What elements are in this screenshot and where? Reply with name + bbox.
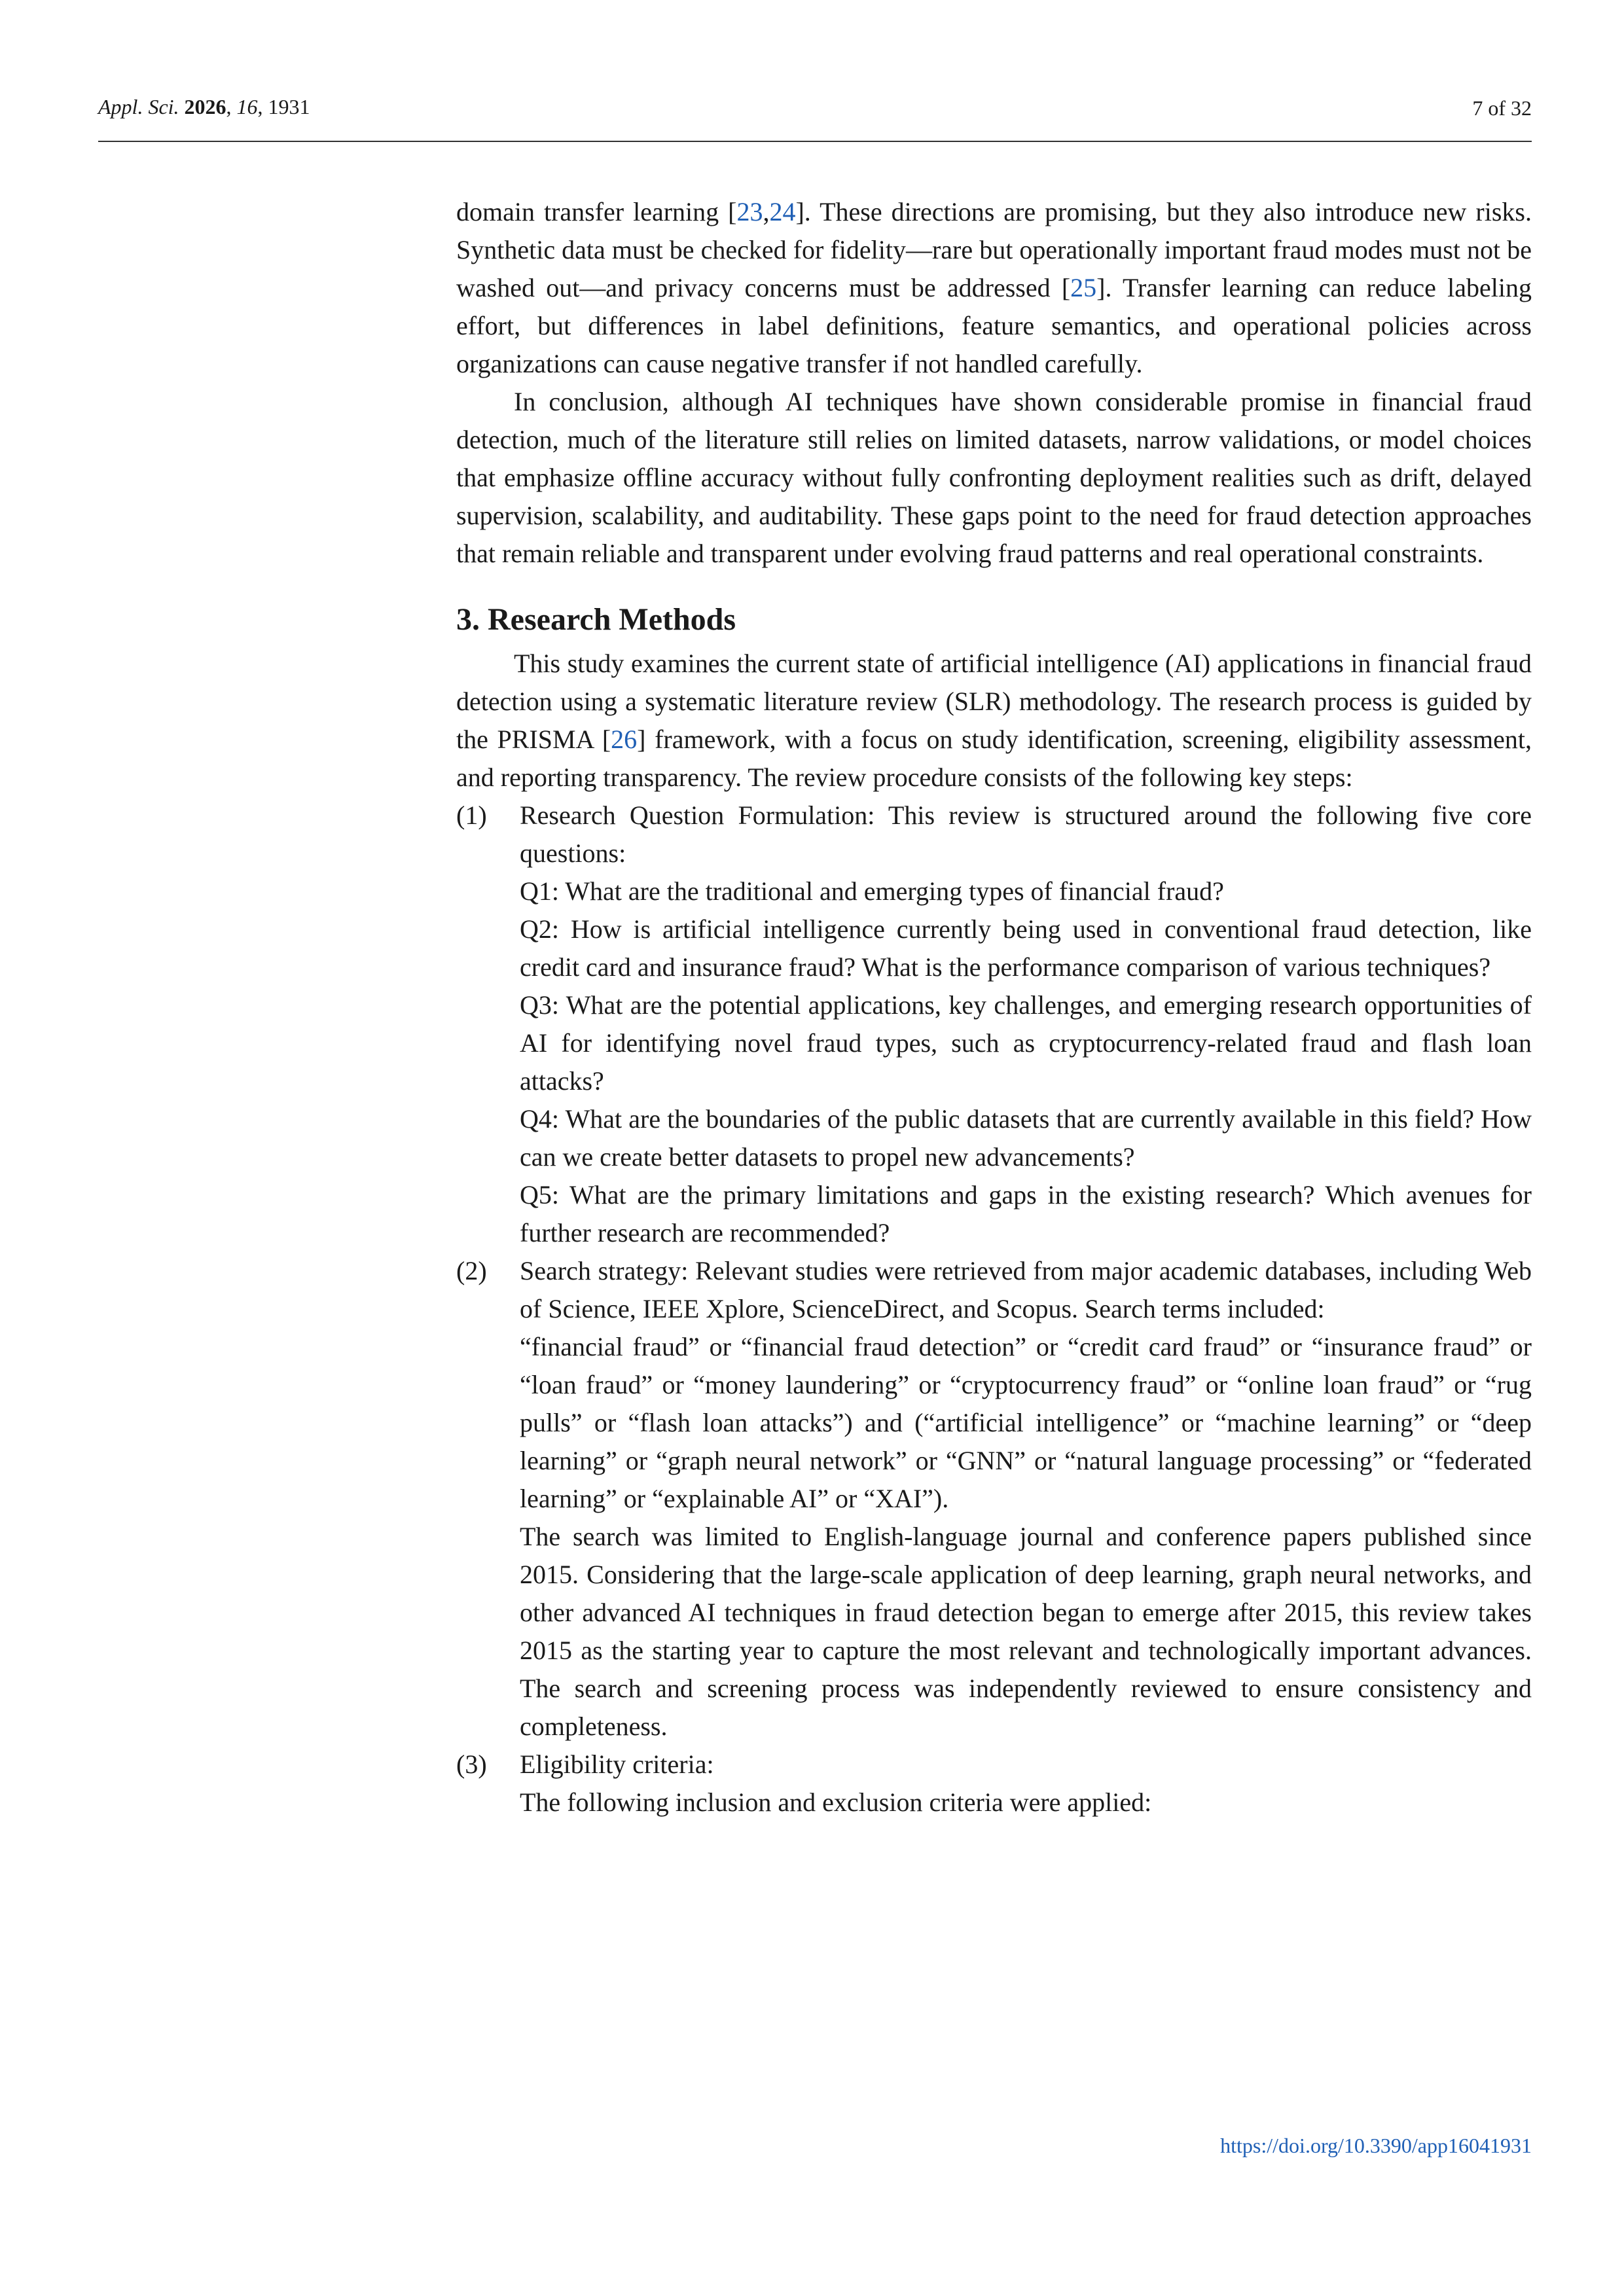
step-number: (1) xyxy=(456,800,487,830)
page-number: 7 of 32 xyxy=(1472,96,1532,120)
question-q5: Q5: What are the primary limitations and gaps in the existing research? Which avenues for further research are recommended? xyxy=(520,1180,1532,1247)
question-q2: Q2: How is artificial intelligence currently being used in conventional fraud detection, like credit card and insurance fraud? What is the performance comparison of various techniques? xyxy=(520,914,1532,982)
step-3 xyxy=(456,1746,1532,1821)
journal-year: 2026 xyxy=(184,95,226,118)
journal-volume: 16 xyxy=(236,95,258,118)
step-follow: The following inclusion and exclusion criteria were applied: xyxy=(520,1787,1152,1817)
main-text xyxy=(456,193,1532,1821)
search-terms: “financial fraud” or “financial fraud detection” or “credit card fraud” or “insurance fraud” or “loan fraud” or “money laundering” or “cryptocurrency fraud” or “online loan fraud” or “rug pulls” or “flash loan attacks”) and (“artificial intelligence” or “machine learning” or “deep learning” or “graph neural network” or “GNN” or “natural language processing” or “federated learning” or “explainable AI” or “XAI”). xyxy=(520,1332,1532,1513)
step-lead: Research Question Formulation: This review is structured around the following five core questions: xyxy=(520,800,1532,868)
question-q4: Q4: What are the boundaries of the public datasets that are currently available in this field? How can we create better datasets to propel new advancements? xyxy=(520,1104,1532,1172)
doi-link[interactable]: https://doi.org/10.3390/app16041931 xyxy=(1220,2134,1532,2157)
reference-link-24[interactable]: 24 xyxy=(769,197,796,226)
paragraph-conclusion: In conclusion, although AI techniques have shown considerable promise in financial fraud detection, much of the literature still relies on limited datasets, narrow validations, or model choices that emphasize offline accuracy without fully confronting deployment realities such as drift, delayed supervision, scalability, and auditability. These gaps point to the need for fraud detection approaches that remain reliable and transparent under evolving fraud patterns and real operational constraints. xyxy=(456,387,1532,568)
step-lead: Search strategy: Relevant studies were retrieved from major academic databases, including Web of Science, IEEE Xplore, ScienceDirect, and Scopus. Search terms included: xyxy=(520,1256,1532,1323)
step-number: (3) xyxy=(456,1749,487,1779)
step-2 xyxy=(456,1252,1532,1746)
step-number: (2) xyxy=(456,1256,487,1285)
reference-link-23[interactable]: 23 xyxy=(736,197,763,226)
section-heading: 3. Research Methods xyxy=(456,602,736,637)
question-q1: Q1: What are the traditional and emerging types of financial fraud? xyxy=(520,876,1224,906)
search-limits: The search was limited to English-language journal and conference papers published since 2015. Considering that the large-scale application of deep learning, graph neural networks, and other advanced AI techniques in fraud detection began to emerge after 2015, this review takes 2015 as the starting year to capture the most relevant and technologically important advances. The search and screening process was independently reviewed to ensure consistency and completeness. xyxy=(520,1522,1532,1741)
reference-link-26[interactable]: 26 xyxy=(611,725,638,754)
journal-citation: Appl. Sci. 2026, 16, 1931 xyxy=(98,95,310,118)
reference-link-25[interactable]: 25 xyxy=(1070,273,1097,302)
paragraph-methods-intro: This study examines the current state of artificial intelligence (AI) applications in financial fraud detection using a systematic literature review (SLR) methodology. The research process is guided by the PRISMA [26] framework, with a focus on study identification, screening, eligibility assessment, and reporting transparency. The review procedure consists of the following key steps: xyxy=(456,649,1532,792)
step-1 xyxy=(456,797,1532,1252)
step-lead: Eligibility criteria: xyxy=(520,1749,714,1779)
paragraph-transfer-learning: domain transfer learning [23,24]. These directions are promising, but they also introduce new risks. Synthetic data must be checked for fidelity—rare but operationally important fraud modes must not be washed out—and privacy concerns must be addressed [25]. Transfer learning can reduce labeling effort, but differences in label definitions, feature semantics, and operational policies across organizations can cause negative transfer if not handled carefully. xyxy=(456,197,1532,378)
page-header xyxy=(98,95,1532,142)
journal-abbr: Appl. Sci. xyxy=(98,95,179,118)
article-number: 1931 xyxy=(268,95,310,118)
question-q3: Q3: What are the potential applications, key challenges, and emerging research opportunities of AI for identifying novel fraud types, such as cryptocurrency-related fraud and flash loan attacks? xyxy=(520,990,1532,1096)
